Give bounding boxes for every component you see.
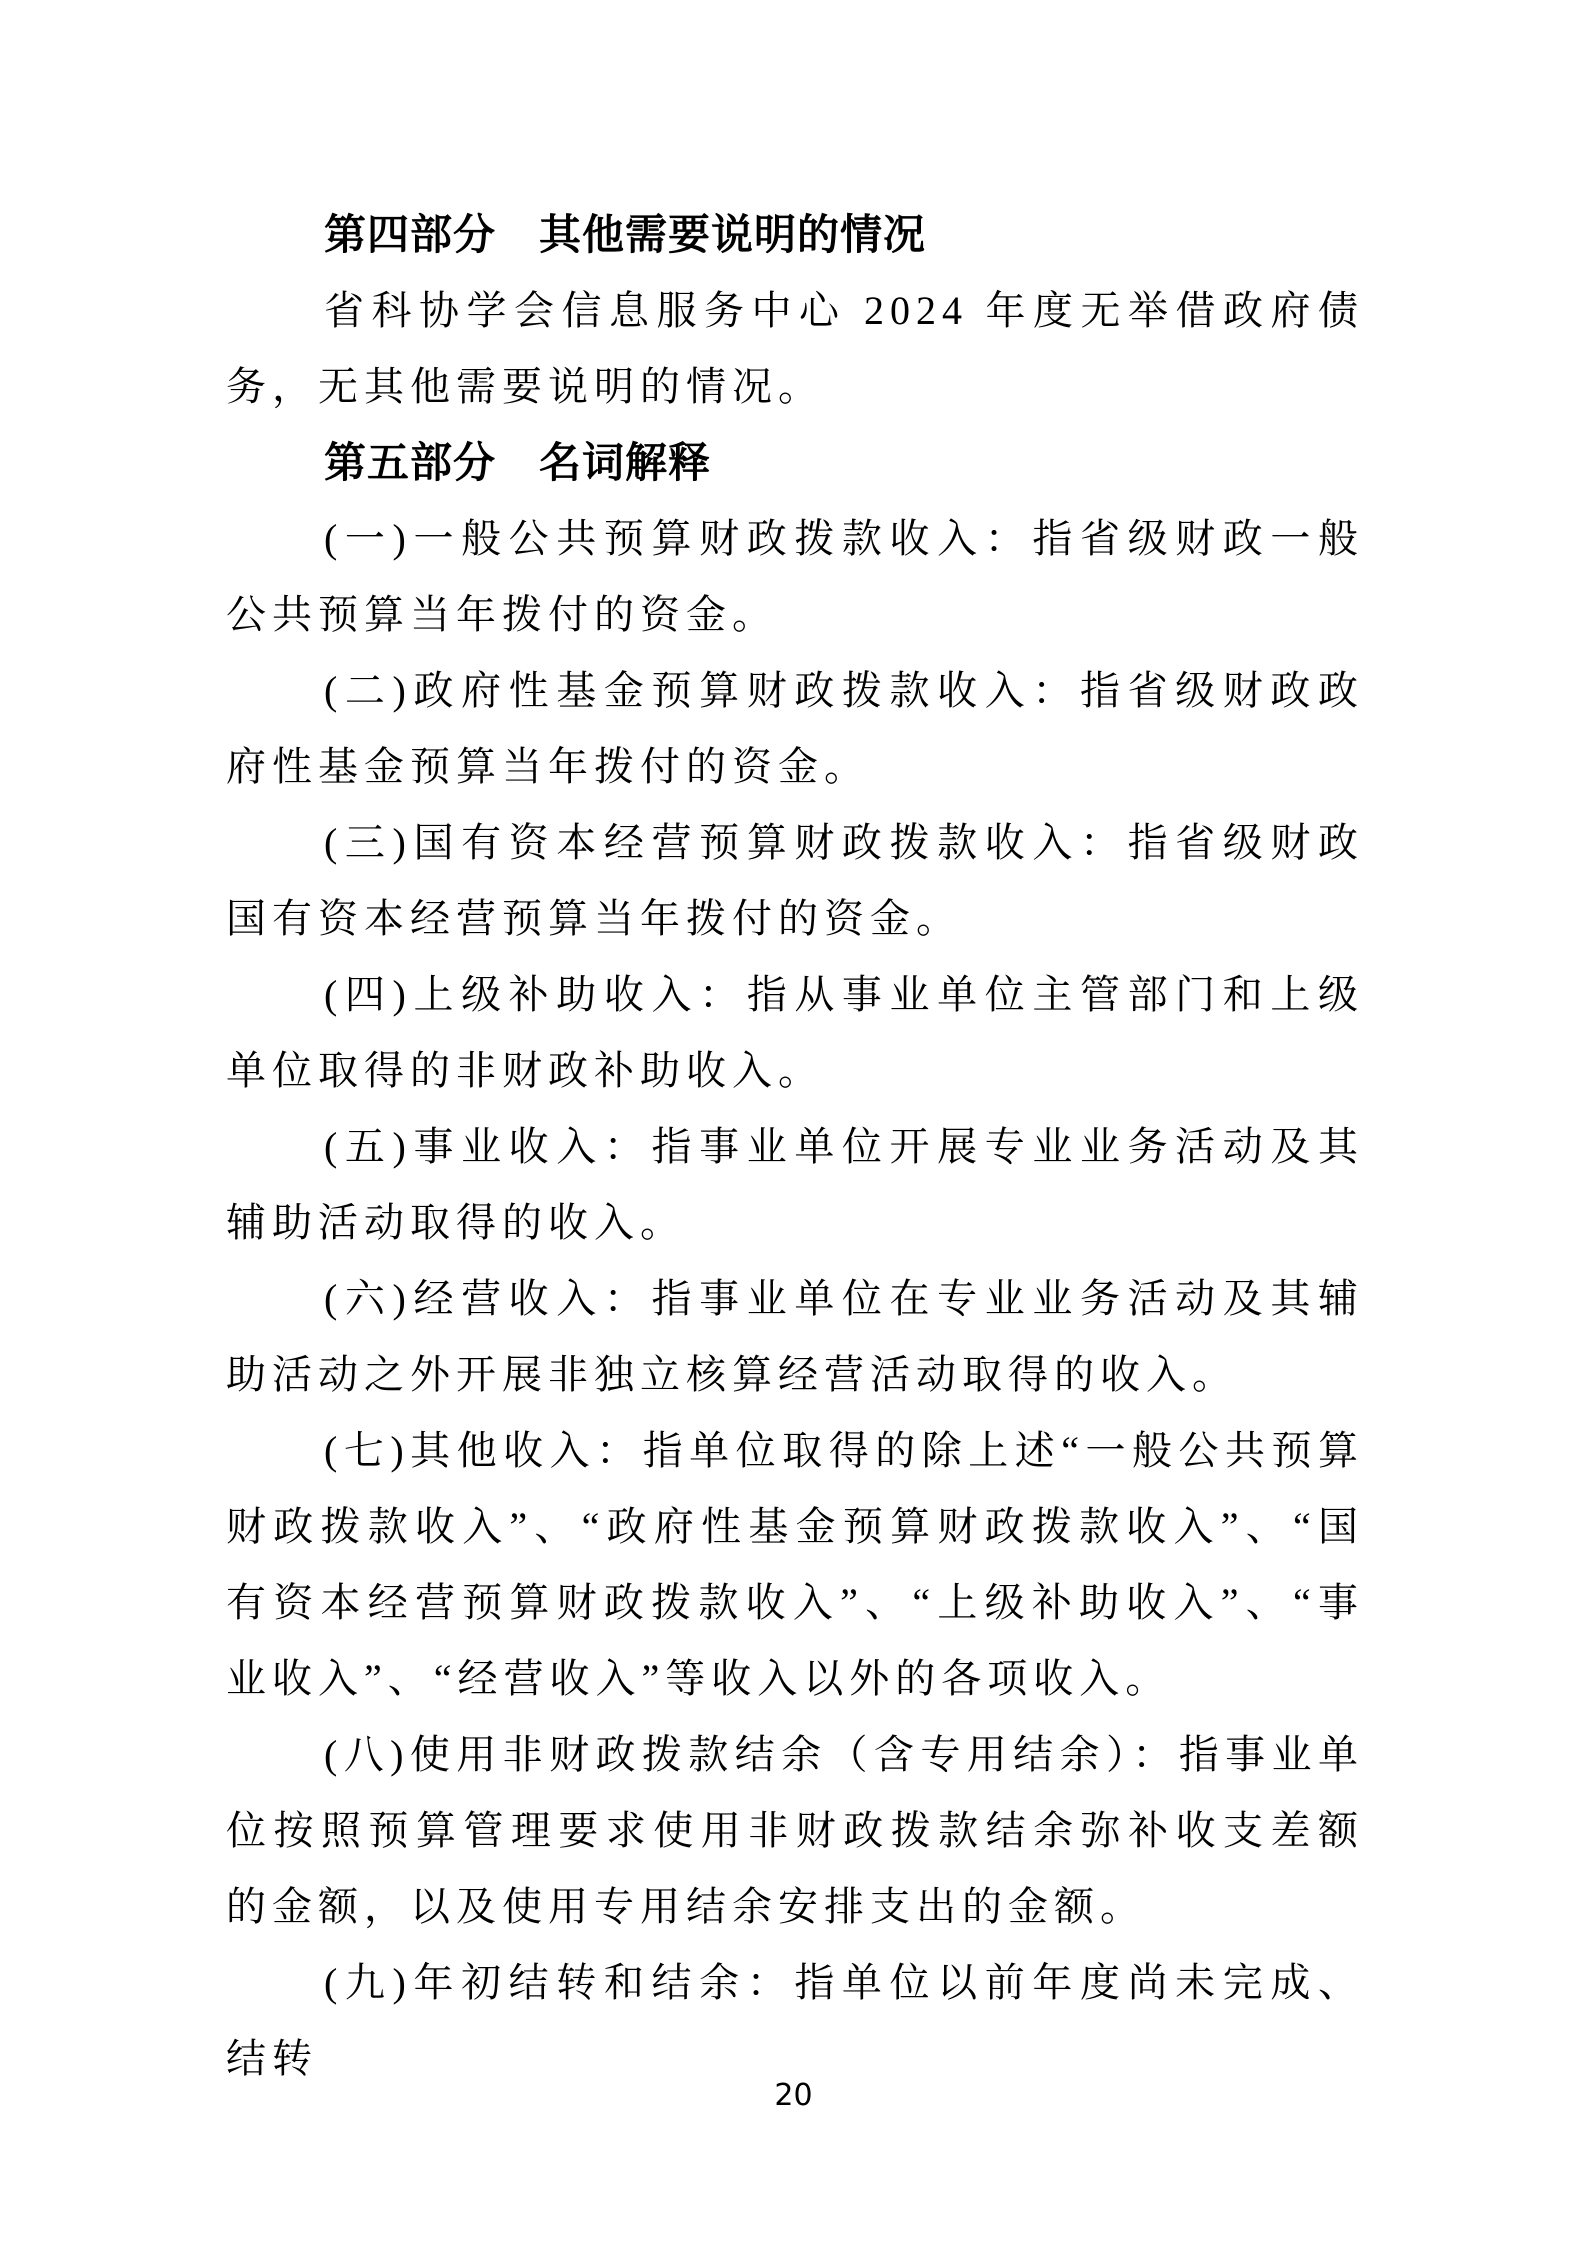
paragraph-term-9: (九)年初结转和结余：指单位以前年度尚未完成、结转 bbox=[226, 1960, 1364, 2081]
heading-part-4: 第四部分 其他需要说明的情况 bbox=[324, 211, 927, 258]
paragraph-no-debt-statement: 省科协学会信息服务中心 2024 年度无举借政府债务，无其他需要说明的情况。 bbox=[226, 288, 1364, 409]
paragraph-term-8: (八)使用非财政拨款结余（含专用结余）：指事业单位按照预算管理要求使用非财政拨款结余弥补收支差额的金额，以及使用专用结余安排支出的金额。 bbox=[226, 1732, 1364, 1929]
paragraph-term-1: (一)一般公共预算财政拨款收入：指省级财政一般公共预算当年拨付的资金。 bbox=[226, 516, 1364, 637]
paragraph-term-4: (四)上级补助收入：指从事业单位主管部门和上级单位取得的非财政补助收入。 bbox=[226, 972, 1364, 1093]
paragraph-term-7: (七)其他收入：指单位取得的除上述“一般公共预算财政拨款收入”、“政府性基金预算财政拨款收入”、“国有资本经营预算财政拨款收入”、“上级补助收入”、“事业收入”、“经营收入”等收入以外的各项收入。 bbox=[226, 1428, 1364, 1701]
heading-part-5: 第五部分 名词解释 bbox=[324, 439, 712, 486]
paragraph-term-2: (二)政府性基金预算财政拨款收入：指省级财政政府性基金预算当年拨付的资金。 bbox=[226, 668, 1364, 789]
document-body bbox=[226, 197, 1364, 2097]
page-footer bbox=[0, 2078, 1587, 2113]
page-number: 20 bbox=[774, 2078, 813, 2113]
paragraph-term-5: (五)事业收入：指事业单位开展专业业务活动及其辅助活动取得的收入。 bbox=[226, 1124, 1364, 1245]
paragraph-term-6: (六)经营收入：指事业单位在专业业务活动及其辅助活动之外开展非独立核算经营活动取得的收入。 bbox=[226, 1276, 1364, 1397]
paragraph-term-3: (三)国有资本经营预算财政拨款收入：指省级财政国有资本经营预算当年拨付的资金。 bbox=[226, 820, 1364, 941]
